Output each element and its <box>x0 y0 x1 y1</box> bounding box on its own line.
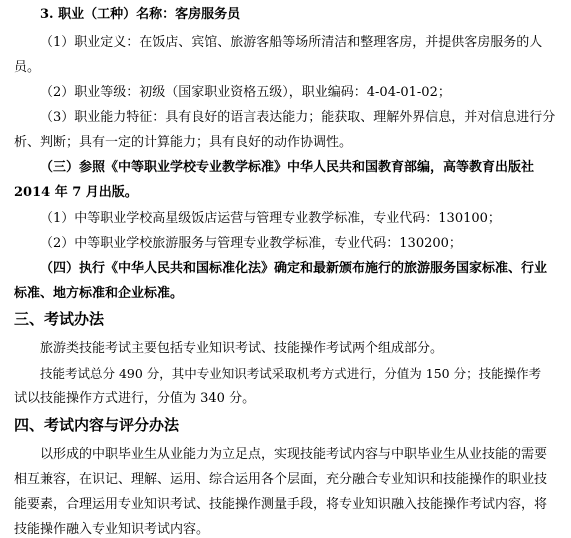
occupation-definition-line2: 员。 <box>14 60 41 75</box>
occupation-title: 3. 职业（工种）名称：客房服务员 <box>40 7 241 22</box>
law-standard-line1: （四）执行《中华人民共和国标准化法》确定和最新颁布施行的旅游服务国家标准、行业 <box>40 261 548 276</box>
reference-standard-item2: （2）中等职业学校旅游服务与管理专业教学标准，专业代码：130200； <box>40 236 462 251</box>
reference-standard-line2: 2014 年 7 月出版。 <box>14 185 138 200</box>
reference-standard-item1: （1）中等职业学校高星级饭店运营与管理专业教学标准，专业代码：130100； <box>40 211 501 226</box>
exam-content-line4: 技能操作融入专业知识考试内容。 <box>14 522 210 537</box>
occupation-ability-line1: （3）职业能力特征：具有良好的语言表达能力；能获取、理解外界信息，并对信息进行分 <box>40 110 556 125</box>
exam-method-para1: 旅游类技能考试主要包括专业知识考试、技能操作考试两个组成部分。 <box>40 341 444 356</box>
exam-content-line2: 相互兼容，在识记、理解、运用、综合运用各个层面，充分融合专业知识和技能操作的职业技 <box>14 472 548 487</box>
exam-content-line3: 能要素，合理运用专业知识考试、技能操作测量手段，将专业知识融入技能操作考试内容，将 <box>14 497 548 512</box>
reference-standard-line1: （三）参照《中等职业学校专业教学标准》中华人民共和国教育部编，高等教育出版社 <box>40 160 535 175</box>
exam-content-line1: 以形成的中职毕业生从业能力为立足点，实现技能考试内容与中职毕业生从业技能的需要 <box>40 447 548 462</box>
exam-method-heading: 三、考试办法 <box>14 310 105 328</box>
exam-method-para2-line2: 试以技能操作方式进行，分值为 340 分。 <box>14 391 256 406</box>
exam-content-heading: 四、考试内容与评分办法 <box>14 416 180 434</box>
occupation-definition-line1: （1）职业定义：在饭店、宾馆、旅游客船等场所清洁和整理客房，并提供客房服务的人 <box>40 35 543 50</box>
exam-method-para2-line1: 技能考试总分 490 分，其中专业知识考试采取机考方式进行，分值为 150 分；技能操作考 <box>40 366 542 381</box>
law-standard-line2: 标准、地方标准和企业标准。 <box>14 286 184 301</box>
occupation-level: （2）职业等级：初级（国家职业资格五级），职业编码：4-04-01-02； <box>40 85 451 100</box>
occupation-ability-line2: 析、判断；具有一定的计算能力；具有良好的动作协调性。 <box>14 135 353 150</box>
